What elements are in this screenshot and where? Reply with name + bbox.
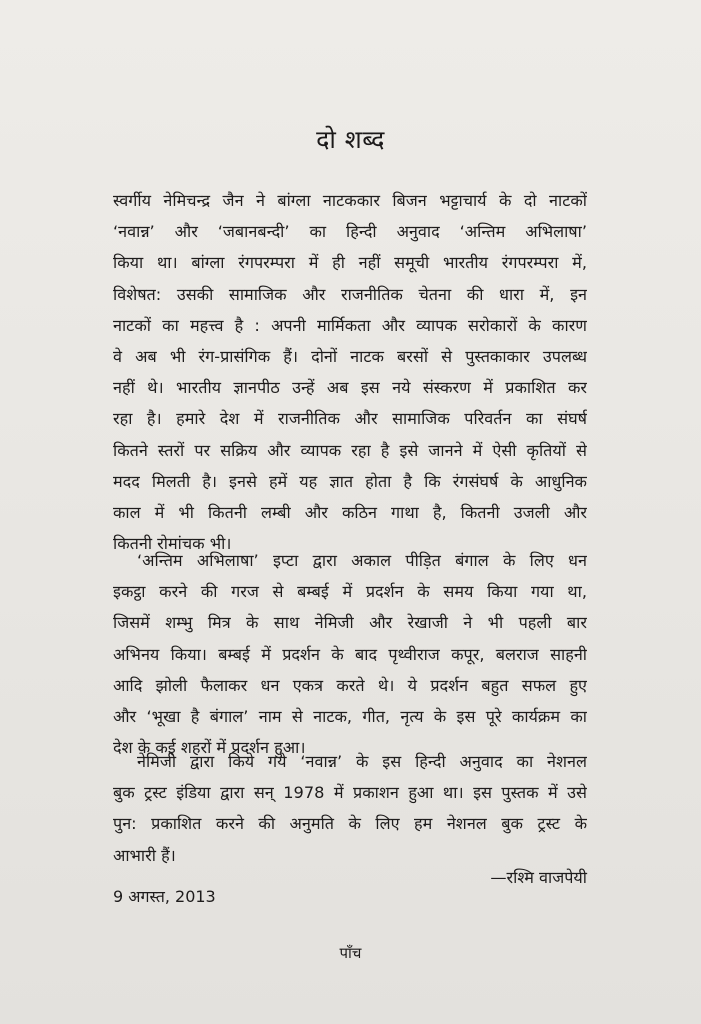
paragraph-line: नाटकों का महत्त्व है : अपनी मार्मिकता और व्यापक सरोकारों के कारण [113,315,587,335]
paragraph-line: काल में भी कितनी लम्बी और कठिन गाथा है, कितनी उजली और [113,502,587,522]
paragraph-line: मदद मिलती है। इनसे हमें यह ज्ञात होता है कि रंगसंघर्ष के आधुनिक [113,471,587,491]
paragraph-line: और ‘भूखा है बंगाल’ नाम से नाटक, गीत, नृत्य के इस पूरे कार्यक्रम का [113,706,587,726]
paragraph-1 [113,185,587,559]
paragraph-line: बुक ट्रस्ट इंडिया द्वारा सन् 1978 में प्रकाशन हुआ था। इस पुस्तक में उसे [113,783,587,803]
author-signature: —रश्मि वाजपेयी [490,868,587,887]
page-title: दो शब्द [316,125,385,154]
paragraph-3 [113,746,587,871]
paragraph-line: इकट्ठा करने की गरज से बम्बई में प्रदर्शन के समय किया गया था, [113,582,587,602]
paragraph-line: जिसमें शम्भु मित्र के साथ नेमिजी और रेखाजी ने भी पहली बार [113,613,587,633]
paragraph-line: ‘नवान्न’ और ‘जबानबन्दी’ का हिन्दी अनुवाद ‘अन्तिम अभिलाषा’ [113,222,587,242]
paragraph-line: वे अब भी रंग-प्रासंगिक हैं। दोनों नाटक बरसों से पुस्तकाकार उपलब्ध [113,346,587,366]
paragraph-line: नेमिजी द्वारा किये गये ‘नवान्न’ के इस हिन्दी अनुवाद का नेशनल [137,752,587,771]
paragraph-line: आदि झोली फैलाकर धन एकत्र करते थे। ये प्रदर्शन बहुत सफल हुए [113,675,587,695]
paragraph-line: पुन: प्रकाशित करने की अनुमति के लिए हम नेशनल बुक ट्रस्ट के [113,814,587,834]
paragraph-line: देश के कई शहरों में प्रदर्शन हुआ। [113,738,306,758]
date-line: 9 अगस्त, 2013 [113,887,216,906]
paragraph-2 [113,545,587,763]
paragraph-line: कितने स्तरों पर सक्रिय और व्यापक रहा है इसे जानने में ऐसी कृतियों से [113,440,587,460]
paragraph-line: नहीं थे। भारतीय ज्ञानपीठ उन्हें अब इस नये संस्करण में प्रकाशित कर [113,378,587,398]
paragraph-line: कितनी रोमांचक भी। [113,534,232,554]
paragraph-line: रहा है। हमारे देश में राजनीतिक और सामाजिक परिवर्तन का संघर्ष [113,409,587,429]
paragraph-line: ‘अन्तिम अभिलाषा’ इप्टा द्वारा अकाल पीड़ित बंगाल के लिए धन [137,551,587,570]
page-number: पाँच [339,944,362,962]
paragraph-line: विशेषत: उसकी सामाजिक और राजनीतिक चेतना की धारा में, इन [113,284,587,304]
paragraph-line: किया था। बांग्ला रंगपरम्परा में ही नहीं समूची भारतीय रंगपरम्परा में, [113,253,587,273]
paragraph-line: अभिनय किया। बम्बई में प्रदर्शन के बाद पृथ्वीराज कपूर, बलराज साहनी [113,644,587,664]
paragraph-line: स्वर्गीय नेमिचन्द्र जैन ने बांग्ला नाटककार बिजन भट्टाचार्य के दो नाटकों [113,191,587,210]
paragraph-line: आभारी हैं। [113,845,176,865]
